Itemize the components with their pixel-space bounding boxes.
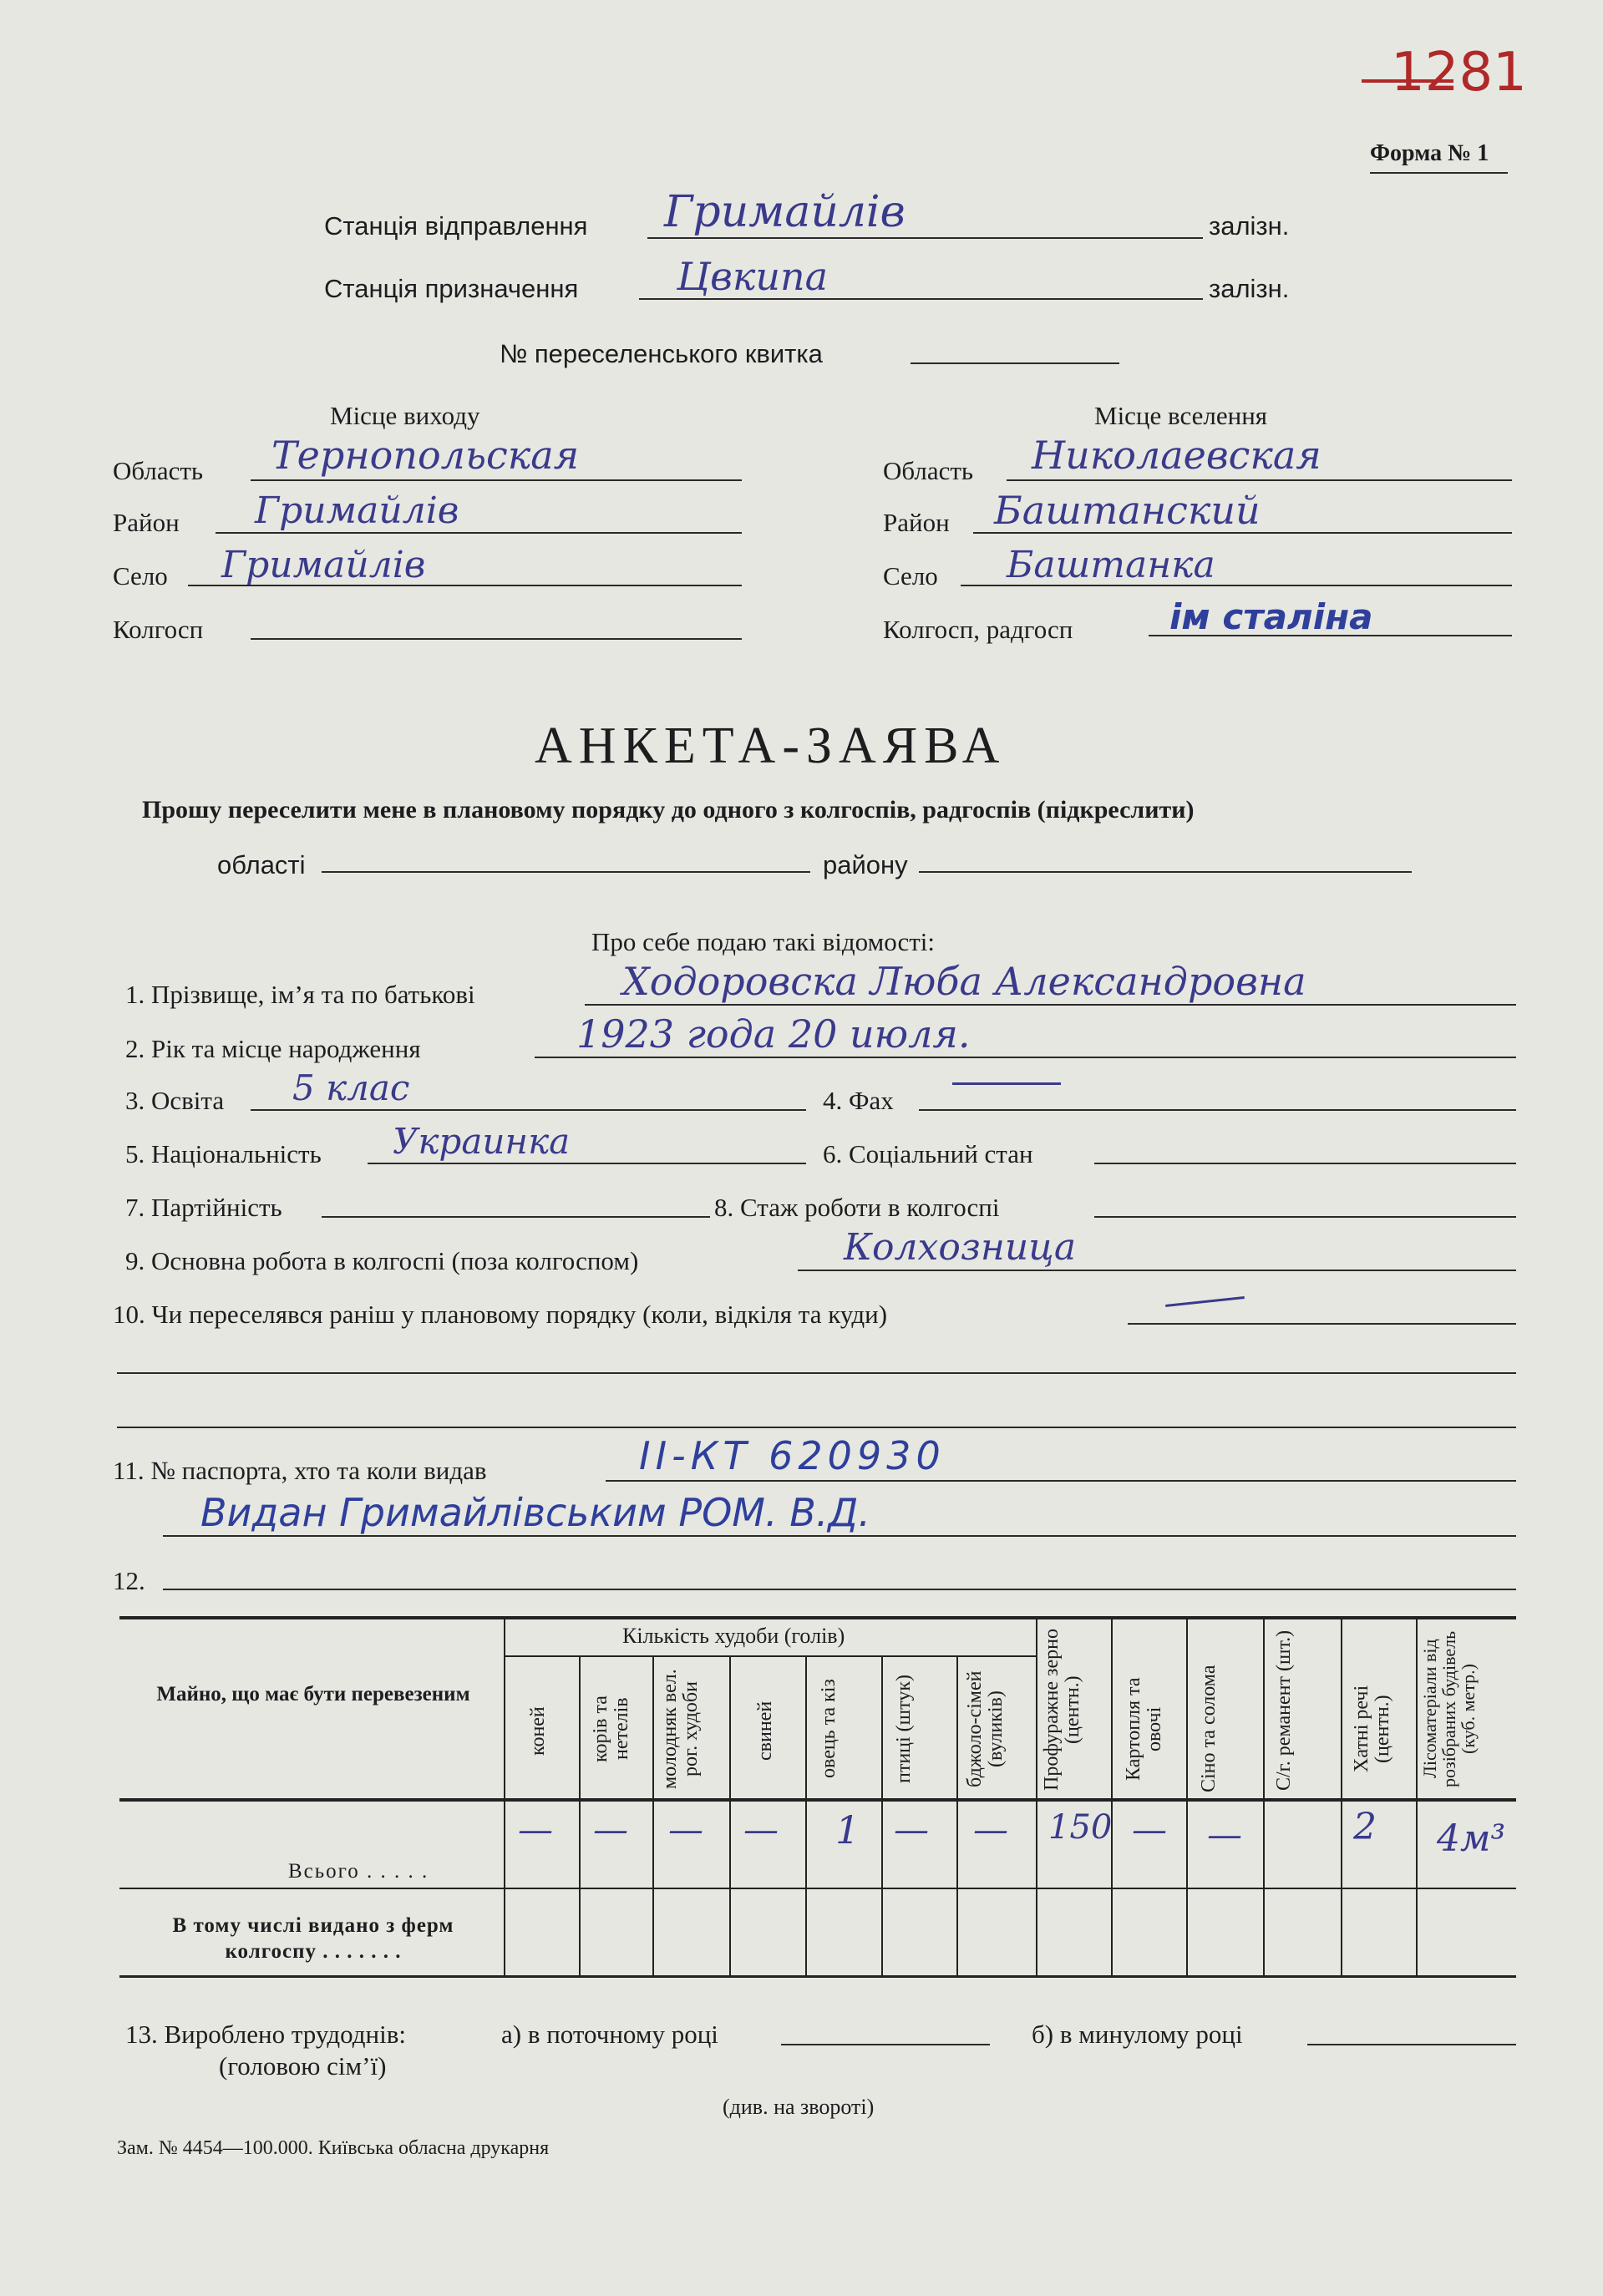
origin-rayon-label: Район <box>113 508 180 537</box>
table-vline-8 <box>1111 1618 1113 1977</box>
field-2-label: 2. Рік та місце народження <box>125 1034 421 1063</box>
destination-oblast-line <box>1007 479 1512 481</box>
total-cell-4: — <box>743 1809 779 1850</box>
table-bottom-border <box>119 1975 1516 1978</box>
origin-rayon-line <box>216 532 742 534</box>
form-label-underline <box>1370 172 1508 174</box>
request-oblast-line <box>322 871 810 873</box>
table-vline-6 <box>956 1655 958 1977</box>
intro-text: Про себе подаю такі відомості: <box>591 927 936 956</box>
destination-station-label: Станція призначення <box>324 274 579 303</box>
field-2-line <box>535 1057 1516 1058</box>
destination-kolhosp-value: ім сталіна <box>1169 596 1373 637</box>
origin-oblast-line <box>251 479 742 481</box>
table-vline-4 <box>805 1655 807 1977</box>
table-row-divider <box>119 1888 1516 1889</box>
field-11-line <box>606 1480 1516 1482</box>
column-header-12: Хатні речі (центн.) <box>1351 1685 1394 1773</box>
see-back-note: (див. на звороті) <box>723 2095 875 2119</box>
field-13-label: 13. Вироблено трудоднів: <box>125 2020 407 2049</box>
column-header-3: молодняк вел. рог. худоби <box>659 1669 703 1789</box>
field-4-line <box>919 1109 1516 1111</box>
form-label: Форма № 1 <box>1370 140 1489 166</box>
origin-kolhosp-label: Колгосп <box>113 615 204 644</box>
rayon-word: району <box>823 850 908 879</box>
field-12-label: 12. <box>113 1566 145 1595</box>
field-9-line <box>798 1270 1516 1271</box>
total-cell-3: — <box>668 1809 703 1850</box>
column-header-7: бджоло-сімей (вуликів) <box>964 1670 1007 1787</box>
destination-oblast-value: Николаевская <box>1032 433 1321 478</box>
field-10-line-3 <box>117 1427 1516 1428</box>
destination-railway-label: залізн. <box>1209 274 1290 303</box>
field-6-label: 6. Соціальний стан <box>823 1139 1033 1168</box>
total-cell-2: — <box>593 1809 628 1850</box>
column-header-1: коней <box>527 1706 549 1756</box>
field-5-value: Украинка <box>393 1121 571 1162</box>
field-11-value: II-КТ 620930 <box>639 1433 946 1478</box>
field-9-label: 9. Основна робота в колгоспі (поза колгоспом) <box>125 1246 639 1275</box>
printer-imprint: Зам. № 4454—100.000. Київська обласна друкарня <box>117 2137 550 2159</box>
oblast-word: області <box>217 850 306 879</box>
table-vline-10 <box>1263 1618 1265 1977</box>
field-7-line <box>322 1216 710 1218</box>
table-vline-5 <box>881 1655 883 1977</box>
livestock-header: Кількість худоби (голів) <box>622 1624 845 1648</box>
table-vline-9 <box>1186 1618 1188 1977</box>
ticket-line <box>911 362 1119 364</box>
field-3-label: 3. Освіта <box>125 1086 225 1115</box>
table-header-bottom-border <box>119 1798 1516 1802</box>
field-12-line <box>163 1589 1516 1590</box>
total-cell-6: — <box>894 1809 929 1850</box>
destination-rayon-value: Баштанский <box>994 488 1261 533</box>
table-vline-1 <box>579 1655 581 1977</box>
origin-rayon-value: Гримайлів <box>255 489 459 532</box>
departure-station-line <box>647 237 1203 239</box>
origin-oblast-value: Тернопольская <box>271 433 580 478</box>
request-text: Прошу переселити мене в плановому порядку до одного з колгоспів, радгоспів (підкреслити) <box>142 796 1195 824</box>
field-8-label: 8. Стаж роботи в колгоспі <box>714 1193 1000 1222</box>
total-cell-13: 4м³ <box>1437 1817 1506 1860</box>
total-cell-8: 150 <box>1048 1808 1113 1847</box>
total-cell-12: 2 <box>1353 1806 1377 1848</box>
field-7-label: 7. Партійність <box>125 1193 282 1222</box>
archive-number: 1281 <box>1391 42 1527 104</box>
field-1-label: 1. Прізвище, ім’я та по батькові <box>125 980 475 1009</box>
field-1-value: Ходоровска Люба Александровна <box>622 959 1306 1004</box>
column-header-13: Лісоматеріали від розібраних будівель (куб. метр.) <box>1419 1630 1479 1787</box>
origin-title: Місце виходу <box>330 401 480 430</box>
field-13-a: а) в поточному році <box>501 2020 718 2049</box>
column-header-2: корів та нетелів <box>590 1695 633 1762</box>
field-6-line <box>1094 1163 1516 1164</box>
column-header-8: Профуражне зерно (центн.) <box>1041 1629 1084 1792</box>
column-header-11: С/г. реманент (шт.) <box>1273 1630 1295 1791</box>
field-4-dash <box>952 1082 1061 1085</box>
table-vline-7 <box>1036 1618 1037 1977</box>
departure-station-label: Станція відправлення <box>324 211 588 241</box>
destination-village-label: Село <box>883 561 938 590</box>
table-vline-3 <box>729 1655 731 1977</box>
field-11-value-2: Видан Гримайлівським РОМ. В.Д. <box>200 1490 870 1535</box>
destination-village-value: Баштанка <box>1007 544 1215 586</box>
departure-railway-label: залізн. <box>1209 211 1290 241</box>
field-2-value: 1923 года 20 июля. <box>576 1011 971 1057</box>
field-3-value: 5 клас <box>292 1067 410 1108</box>
origin-kolhosp-line <box>251 638 742 640</box>
field-10-dash <box>1165 1296 1245 1307</box>
total-cell-1: — <box>518 1809 553 1850</box>
row-farm-label: В тому числі видано з ферм колгоспу . . . . . . . <box>172 1914 454 1964</box>
field-5-line <box>368 1163 806 1164</box>
field-13-sub: (головою сім’ї) <box>219 2051 387 2081</box>
ticket-label: № переселенського квитка <box>500 339 823 368</box>
field-5-label: 5. Національність <box>125 1139 322 1168</box>
field-10-label: 10. Чи переселявся раніш у плановому порядку (коли, відкіля та куди) <box>113 1300 888 1329</box>
departure-station-value: Гримайлів <box>664 187 905 237</box>
destination-rayon-label: Район <box>883 508 950 537</box>
destination-station-value: Цвкипа <box>677 254 829 299</box>
table-vline-0 <box>504 1618 505 1977</box>
total-cell-7: — <box>973 1809 1008 1850</box>
row-total-label: Всього . . . . . <box>288 1860 429 1883</box>
destination-oblast-label: Область <box>883 456 974 485</box>
table-vline-11 <box>1341 1618 1342 1977</box>
origin-oblast-label: Область <box>113 456 204 485</box>
field-3-line <box>251 1109 806 1111</box>
field-10-line-2 <box>117 1372 1516 1374</box>
field-4-label: 4. Фах <box>823 1086 894 1115</box>
total-cell-10: — <box>1207 1814 1242 1855</box>
destination-title: Місце вселення <box>1094 401 1268 430</box>
field-10-line <box>1128 1323 1516 1325</box>
field-11-line-2 <box>163 1535 1516 1537</box>
field-8-line <box>1094 1216 1516 1218</box>
table-vline-2 <box>652 1655 654 1977</box>
column-header-4: свиней <box>754 1700 776 1761</box>
field-9-value: Колхозница <box>844 1226 1077 1269</box>
property-header: Майно, що має бути перевезеним <box>156 1683 470 1706</box>
field-13-b-line <box>1307 2044 1516 2045</box>
field-13-b: б) в минулому році <box>1032 2020 1243 2049</box>
field-11-label: 11. № паспорта, хто та коли видав <box>113 1456 487 1485</box>
total-cell-5: 1 <box>835 1807 860 1853</box>
column-header-6: птиці (штук) <box>893 1675 915 1783</box>
field-13-a-line <box>781 2044 990 2045</box>
column-header-10: Сіно та солома <box>1198 1665 1220 1793</box>
column-header-9: Картопля та овочі <box>1123 1677 1166 1781</box>
origin-village-label: Село <box>113 561 168 590</box>
total-cell-9: — <box>1132 1809 1167 1850</box>
table-top-border <box>119 1616 1516 1619</box>
form-title: АНКЕТА-ЗАЯВА <box>535 717 1007 774</box>
request-rayon-line <box>919 871 1412 873</box>
destination-kolhosp-label: Колгосп, радгосп <box>883 615 1073 644</box>
table-vline-12 <box>1416 1618 1418 1977</box>
column-header-5: овець та кіз <box>818 1679 840 1779</box>
origin-village-value: Гримайлів <box>221 544 426 586</box>
field-1-line <box>585 1004 1516 1006</box>
archive-number-strike <box>1362 79 1453 83</box>
